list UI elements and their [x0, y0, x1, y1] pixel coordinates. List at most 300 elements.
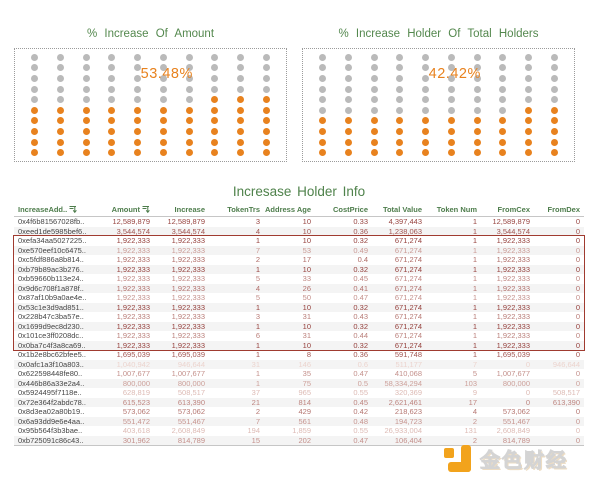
waffle-grid-holders [302, 48, 575, 162]
waffle-dot[interactable] [83, 107, 90, 114]
table-cell: 1 [255, 321, 260, 331]
waffle-dot[interactable] [448, 117, 455, 124]
waffle-dot[interactable] [186, 149, 193, 156]
table-row[interactable] [14, 227, 584, 237]
waffle-dot[interactable] [371, 117, 378, 124]
table-cell: 0.5 [357, 378, 368, 388]
waffle-dot[interactable] [474, 139, 481, 146]
waffle-dot[interactable] [551, 64, 558, 71]
column-header-fromcex[interactable] [481, 205, 534, 214]
waffle-dot[interactable] [551, 139, 558, 146]
table-cell: 0.47 [353, 369, 368, 378]
waffle-dot[interactable] [83, 128, 90, 135]
table-cell: 573,062 [177, 407, 205, 416]
table-cell: 551,467 [177, 416, 205, 426]
column-header-increaseadd[interactable] [14, 205, 106, 214]
waffle-dot[interactable] [396, 117, 403, 124]
waffle-dot[interactable] [499, 75, 506, 82]
waffle-dot[interactable] [448, 54, 455, 61]
waffle-dot[interactable] [186, 107, 193, 114]
waffle-dot[interactable] [57, 64, 64, 71]
table-cell: 1 [255, 350, 260, 359]
waffle-dot[interactable] [160, 117, 167, 124]
waffle-dot[interactable] [211, 139, 218, 146]
waffle-dot[interactable] [160, 54, 167, 61]
waffle-dot[interactable] [108, 86, 115, 93]
table-cell: 1,859 [292, 426, 311, 435]
table-cell: 1,922,333 [171, 312, 205, 321]
table-cell: 103 [464, 378, 477, 388]
waffle-dot[interactable] [57, 149, 64, 156]
waffle-dot[interactable] [319, 117, 326, 124]
table-cell: 10 [302, 321, 311, 331]
waffle-dot[interactable] [211, 107, 218, 114]
table-row[interactable] [14, 360, 584, 370]
waffle-dot[interactable] [474, 117, 481, 124]
waffle-dot[interactable] [499, 96, 506, 103]
waffle-dot[interactable] [186, 54, 193, 61]
waffle-dot[interactable] [319, 54, 326, 61]
waffle-dot[interactable] [237, 86, 244, 93]
waffle-dot[interactable] [211, 75, 218, 82]
table-cell: 1 [472, 217, 477, 226]
waffle-dot[interactable] [57, 75, 64, 82]
waffle-dot[interactable] [134, 139, 141, 146]
waffle-dot[interactable] [474, 128, 481, 135]
column-header-tokentrs[interactable] [209, 205, 264, 214]
table-cell: 2,608,849 [496, 426, 530, 435]
column-header-address-age[interactable] [264, 205, 315, 214]
waffle-dot[interactable] [525, 149, 532, 156]
table-cell: 1,922,333 [496, 274, 530, 283]
waffle-dot[interactable] [83, 54, 90, 61]
waffle-dot[interactable] [525, 64, 532, 71]
waffle-dot[interactable] [237, 64, 244, 71]
table-row[interactable] [14, 350, 584, 360]
waffle-dot[interactable] [263, 149, 270, 156]
table-cell: 2,621,461 [388, 397, 422, 407]
waffle-dot[interactable] [263, 86, 270, 93]
waffle-dot[interactable] [263, 117, 270, 124]
waffle-dot[interactable] [31, 139, 38, 146]
waffle-dot[interactable] [263, 128, 270, 135]
table-cell: 1,922,333 [171, 283, 205, 293]
table-cell: 0.36 [353, 226, 368, 236]
table-row[interactable] [14, 293, 584, 303]
waffle-dot[interactable] [525, 54, 532, 61]
waffle-dot[interactable] [319, 107, 326, 114]
column-header-amount[interactable] [106, 205, 154, 214]
waffle-dot[interactable] [499, 86, 506, 93]
waffle-dot[interactable] [422, 86, 429, 93]
waffle-dot[interactable] [134, 86, 141, 93]
waffle-dot[interactable] [371, 128, 378, 135]
table-row[interactable] [14, 426, 584, 436]
waffle-dot[interactable] [108, 107, 115, 114]
table-cell: 0.36 [353, 350, 368, 359]
waffle-dot[interactable] [474, 149, 481, 156]
waffle-dot[interactable] [263, 64, 270, 71]
column-header-increase[interactable] [154, 205, 209, 214]
table-row[interactable] [14, 217, 584, 227]
waffle-dot[interactable] [211, 128, 218, 135]
waffle-dot[interactable] [186, 117, 193, 124]
waffle-dot[interactable] [345, 64, 352, 71]
waffle-dot[interactable] [525, 75, 532, 82]
table-row[interactable] [14, 255, 584, 265]
waffle-dot[interactable] [134, 128, 141, 135]
waffle-dot[interactable] [422, 149, 429, 156]
waffle-dot[interactable] [551, 75, 558, 82]
waffle-dot[interactable] [237, 96, 244, 103]
table-cell: 800,000 [177, 378, 205, 388]
table-row[interactable] [14, 379, 584, 389]
table-cell: 1 [472, 274, 477, 283]
waffle-dot[interactable] [396, 139, 403, 146]
table-row[interactable] [14, 331, 584, 341]
waffle-dot[interactable] [319, 139, 326, 146]
table-cell: 1,922,333 [496, 321, 530, 331]
waffle-dot[interactable] [345, 75, 352, 82]
table-cell: 1,695,039 [496, 350, 530, 359]
table-cell: 8 [306, 350, 311, 359]
waffle-dot[interactable] [186, 96, 193, 103]
table-cell: 194 [247, 426, 260, 435]
waffle-dot[interactable] [108, 64, 115, 71]
waffle-dot[interactable] [371, 149, 378, 156]
table-cell: 0x87af10b9a0ae4e.. [18, 293, 87, 302]
waffle-dot[interactable] [263, 96, 270, 103]
waffle-dot[interactable] [551, 96, 558, 103]
waffle-dot[interactable] [83, 149, 90, 156]
waffle-dot[interactable] [31, 117, 38, 124]
table-cell: 0xb59660b113e24.. [18, 274, 84, 283]
table-cell: 10 [302, 340, 311, 350]
waffle-dot[interactable] [371, 139, 378, 146]
waffle-dot[interactable] [448, 96, 455, 103]
waffle-dot[interactable] [422, 96, 429, 103]
waffle-dot[interactable] [474, 86, 481, 93]
table-cell: 671,274 [394, 331, 422, 340]
waffle-dot[interactable] [345, 86, 352, 93]
table-cell: 58,334,294 [384, 378, 422, 388]
table-cell: 0.41 [353, 283, 368, 293]
table-cell: 10 [302, 264, 311, 274]
table-cell: 1,922,333 [116, 331, 150, 340]
waffle-dot[interactable] [499, 149, 506, 156]
waffle-dot[interactable] [499, 64, 506, 71]
table-cell: 1,922,333 [171, 236, 205, 245]
waffle-dot[interactable] [422, 128, 429, 135]
table-row[interactable] [14, 246, 584, 256]
waffle-dot[interactable] [551, 107, 558, 114]
table-row[interactable] [14, 236, 584, 246]
table-cell: 0 [575, 255, 580, 264]
waffle-dot[interactable] [160, 107, 167, 114]
waffle-dot[interactable] [551, 149, 558, 156]
waffle-dot[interactable] [371, 75, 378, 82]
table-row[interactable] [14, 407, 584, 417]
waffle-dot[interactable] [108, 96, 115, 103]
table-cell: 0.45 [353, 397, 368, 407]
waffle-dot[interactable] [31, 86, 38, 93]
waffle-dot[interactable] [57, 128, 64, 135]
waffle-dot[interactable] [57, 86, 64, 93]
waffle-dot[interactable] [31, 54, 38, 61]
waffle-dot[interactable] [319, 75, 326, 82]
column-header-token-num[interactable] [426, 205, 481, 214]
waffle-dot[interactable] [474, 107, 481, 114]
table-cell: 146 [298, 359, 311, 369]
table-cell: 1,922,333 [116, 245, 150, 255]
waffle-dot[interactable] [525, 86, 532, 93]
table-cell: 551,467 [502, 416, 530, 426]
waffle-dot[interactable] [319, 128, 326, 135]
table-cell: 12,589,879 [167, 217, 205, 226]
waffle-dot[interactable] [160, 128, 167, 135]
table-cell: 800,000 [122, 378, 150, 388]
table-row[interactable] [14, 312, 584, 322]
percent-label-amount: 53.48% [140, 66, 193, 82]
table-row[interactable] [14, 274, 584, 284]
table-cell: 3,544,574 [116, 226, 150, 236]
waffle-dot[interactable] [396, 128, 403, 135]
waffle-dot[interactable] [57, 54, 64, 61]
waffle-dot[interactable] [422, 139, 429, 146]
waffle-dot[interactable] [83, 96, 90, 103]
waffle-dot[interactable] [31, 149, 38, 156]
waffle-dot[interactable] [237, 107, 244, 114]
waffle-dot[interactable] [57, 139, 64, 146]
waffle-dot[interactable] [371, 96, 378, 103]
table-row[interactable] [14, 369, 584, 379]
waffle-dot[interactable] [211, 117, 218, 124]
waffle-dot[interactable] [345, 128, 352, 135]
waffle-dot[interactable] [499, 139, 506, 146]
waffle-dot[interactable] [371, 86, 378, 93]
table-cell: 1,922,333 [496, 245, 530, 255]
waffle-dot[interactable] [31, 75, 38, 82]
waffle-dot[interactable] [396, 149, 403, 156]
table-cell: 0.55 [353, 426, 368, 435]
waffle-dot[interactable] [83, 139, 90, 146]
waffle-dot[interactable] [422, 54, 429, 61]
waffle-dot[interactable] [525, 117, 532, 124]
column-header-total-value[interactable] [372, 205, 426, 214]
waffle-dot[interactable] [525, 139, 532, 146]
waffle-dot[interactable] [396, 86, 403, 93]
table-cell: 1,922,333 [496, 264, 530, 274]
waffle-dot[interactable] [31, 96, 38, 103]
waffle-dot[interactable] [396, 75, 403, 82]
waffle-dot[interactable] [551, 54, 558, 61]
table-cell: 1,922,333 [116, 236, 150, 245]
waffle-dot[interactable] [31, 64, 38, 71]
waffle-dot[interactable] [525, 107, 532, 114]
waffle-dot[interactable] [108, 149, 115, 156]
waffle-dot[interactable] [211, 54, 218, 61]
waffle-dot[interactable] [134, 149, 141, 156]
table-row[interactable] [14, 265, 584, 275]
waffle-dot[interactable] [499, 107, 506, 114]
waffle-dot[interactable] [31, 128, 38, 135]
waffle-dot[interactable] [499, 128, 506, 135]
table-cell: 508,517 [552, 388, 580, 397]
waffle-dot[interactable] [319, 86, 326, 93]
waffle-dot[interactable] [108, 75, 115, 82]
table-cell: 1,922,333 [171, 264, 205, 274]
waffle-dot[interactable] [371, 107, 378, 114]
waffle-dot[interactable] [448, 107, 455, 114]
waffle-dot[interactable] [448, 128, 455, 135]
waffle-dot[interactable] [263, 54, 270, 61]
waffle-dot[interactable] [396, 54, 403, 61]
waffle-dot[interactable] [371, 64, 378, 71]
waffle-dot[interactable] [211, 96, 218, 103]
waffle-dot[interactable] [551, 117, 558, 124]
waffle-dot[interactable] [448, 139, 455, 146]
table-cell: 0 [575, 274, 580, 283]
table-cell: 4 [255, 226, 260, 236]
waffle-dot[interactable] [108, 128, 115, 135]
waffle-dot[interactable] [211, 64, 218, 71]
column-header-costprice[interactable] [315, 205, 372, 214]
waffle-dot[interactable] [83, 64, 90, 71]
table-row[interactable] [14, 417, 584, 427]
waffle-dot[interactable] [57, 96, 64, 103]
waffle-chart-holders [302, 24, 575, 162]
waffle-dot[interactable] [160, 86, 167, 93]
waffle-dot[interactable] [319, 64, 326, 71]
waffle-dot[interactable] [499, 54, 506, 61]
waffle-dot[interactable] [83, 117, 90, 124]
sort-icon[interactable] [142, 205, 150, 214]
waffle-dot[interactable] [237, 75, 244, 82]
table-cell: 573,062 [122, 407, 150, 416]
table-cell: 0 [575, 283, 580, 293]
sort-icon[interactable] [69, 205, 77, 214]
table-cell: 1,007,677 [171, 369, 205, 378]
waffle-dot[interactable] [211, 86, 218, 93]
waffle-dot[interactable] [422, 117, 429, 124]
table-cell: 1 [472, 312, 477, 321]
table-cell: 0x8d3ea02a80b19.. [18, 407, 85, 416]
waffle-dot[interactable] [237, 128, 244, 135]
table-cell: 591,748 [394, 350, 422, 359]
table-row[interactable] [14, 303, 584, 313]
table-cell: 1,922,333 [171, 340, 205, 350]
table-cell: 0x0ba7c4f3a8ca69.. [18, 340, 86, 350]
table-cell: 9 [472, 388, 477, 397]
waffle-dot[interactable] [263, 107, 270, 114]
table-cell: 1 [472, 293, 477, 302]
waffle-dot[interactable] [474, 54, 481, 61]
waffle-dot[interactable] [345, 139, 352, 146]
waffle-dot[interactable] [396, 107, 403, 114]
table-cell: 1,922,333 [116, 302, 150, 312]
table-cell: 0 [575, 226, 580, 236]
waffle-dot[interactable] [525, 128, 532, 135]
waffle-dot[interactable] [160, 149, 167, 156]
waffle-dot[interactable] [57, 107, 64, 114]
waffle-dot[interactable] [237, 54, 244, 61]
waffle-dot[interactable] [396, 96, 403, 103]
waffle-dot[interactable] [345, 149, 352, 156]
waffle-dot[interactable] [319, 96, 326, 103]
waffle-dot[interactable] [551, 128, 558, 135]
table-row[interactable] [14, 322, 584, 332]
waffle-dot[interactable] [108, 117, 115, 124]
table-cell: 0.32 [353, 340, 368, 350]
waffle-dot[interactable] [83, 86, 90, 93]
waffle-dot[interactable] [237, 117, 244, 124]
waffle-dot[interactable] [186, 139, 193, 146]
waffle-dot[interactable] [345, 107, 352, 114]
table-row[interactable] [14, 284, 584, 294]
waffle-dot[interactable] [160, 139, 167, 146]
column-header-label: Amount [111, 205, 140, 214]
waffle-dot[interactable] [371, 54, 378, 61]
waffle-dot[interactable] [83, 75, 90, 82]
column-header-label: FromCex [497, 205, 530, 214]
waffle-dot[interactable] [186, 128, 193, 135]
waffle-dot[interactable] [345, 54, 352, 61]
waffle-dot[interactable] [396, 64, 403, 71]
waffle-dot[interactable] [422, 107, 429, 114]
waffle-dot[interactable] [134, 117, 141, 124]
waffle-dot[interactable] [263, 75, 270, 82]
table-cell: 508,517 [177, 388, 205, 397]
waffle-dot[interactable] [237, 149, 244, 156]
table-cell: 0 [575, 217, 580, 226]
table-cell: 21 [251, 397, 260, 407]
waffle-dot[interactable] [108, 54, 115, 61]
table-cell: 26,933,004 [384, 426, 422, 435]
waffle-dot[interactable] [186, 86, 193, 93]
waffle-dot[interactable] [134, 96, 141, 103]
table-cell: 0x5924495f7118e.. [18, 388, 82, 397]
table-cell: 0 [575, 340, 580, 350]
table-cell: 1,922,333 [496, 283, 530, 293]
waffle-dot[interactable] [31, 107, 38, 114]
table-row[interactable] [14, 398, 584, 408]
table-cell: 0x446b86a33e2a4.. [18, 378, 85, 388]
waffle-dot[interactable] [134, 54, 141, 61]
waffle-dot[interactable] [319, 149, 326, 156]
table-cell: 0x0afc1a3f10a803.. [18, 359, 84, 369]
waffle-dot[interactable] [160, 96, 167, 103]
waffle-dot[interactable] [57, 117, 64, 124]
waffle-dot[interactable] [211, 149, 218, 156]
waffle-dot[interactable] [134, 107, 141, 114]
waffle-dot[interactable] [345, 96, 352, 103]
waffle-dot[interactable] [108, 139, 115, 146]
table-row[interactable] [14, 388, 584, 398]
waffle-dot[interactable] [448, 86, 455, 93]
waffle-dot[interactable] [525, 96, 532, 103]
column-header-fromdex[interactable] [534, 205, 584, 214]
waffle-dot[interactable] [474, 96, 481, 103]
table-cell: 2 [255, 255, 260, 264]
table-row[interactable] [14, 341, 584, 351]
waffle-dot[interactable] [345, 117, 352, 124]
waffle-dot[interactable] [551, 86, 558, 93]
waffle-dot[interactable] [448, 149, 455, 156]
waffle-dot[interactable] [499, 117, 506, 124]
waffle-dot[interactable] [263, 139, 270, 146]
table-cell: 1,922,333 [116, 264, 150, 274]
waffle-dot[interactable] [237, 139, 244, 146]
